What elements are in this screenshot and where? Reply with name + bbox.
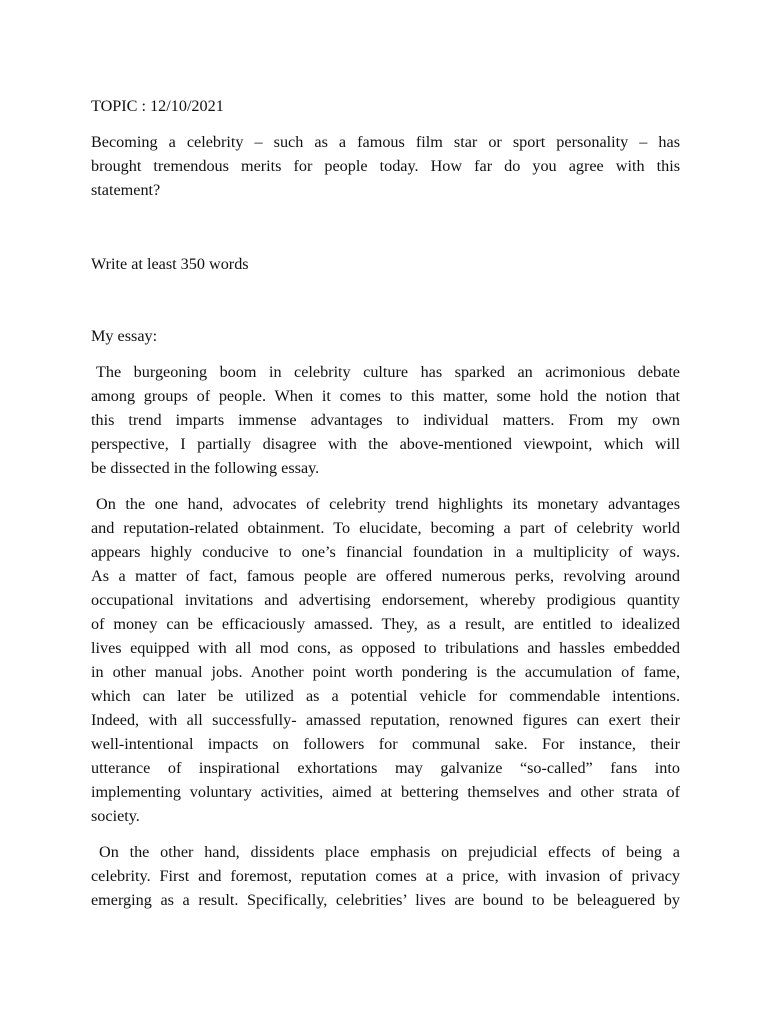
paragraph-line: implementing voluntary activities, aimed at bettering themselves and other strata of bbox=[91, 783, 680, 801]
paragraph-line: emerging as a result. Specifically, celebrities’ lives are bound to be beleaguered by bbox=[91, 891, 680, 909]
paragraph-line: society. bbox=[91, 807, 140, 825]
paragraph-line: The burgeoning boom in celebrity culture has sparked an acrimonious debate bbox=[96, 363, 680, 381]
paragraph-line: utterance of inspirational exhortations may galvanize “so-called” fans into bbox=[91, 759, 680, 777]
paragraph-line: occupational invitations and advertising endorsement, whereby prodigious quantity bbox=[91, 591, 680, 609]
essay-paragraph-1 bbox=[91, 360, 680, 480]
prompt-line: Becoming a celebrity – such as a famous film star or sport personality – has bbox=[91, 133, 680, 151]
paragraph-line: celebrity. First and foremost, reputation comes at a price, with invasion of privacy bbox=[91, 867, 680, 885]
paragraph-line: be dissected in the following essay. bbox=[91, 459, 320, 477]
paragraph-line: which can later be utilized as a potential vehicle for commendable intentions. bbox=[91, 687, 680, 705]
word-count-instruction: Write at least 350 words bbox=[91, 255, 249, 273]
paragraph-line: this trend imparts immense advantages to individual matters. From my own bbox=[91, 411, 680, 429]
essay-paragraph-3 bbox=[91, 840, 680, 912]
paragraph-line: Indeed, with all successfully- amassed reputation, renowned figures can exert their bbox=[91, 711, 680, 729]
prompt-line: statement? bbox=[91, 181, 161, 199]
prompt-line: brought tremendous merits for people today. How far do you agree with this bbox=[91, 157, 680, 175]
paragraph-line: well-intentional impacts on followers for communal sake. For instance, their bbox=[91, 735, 680, 753]
paragraph-line: of money can be efficaciously amassed. They, as a result, are entitled to idealized bbox=[91, 615, 680, 633]
paragraph-line: in other manual jobs. Another point worth pondering is the accumulation of fame, bbox=[91, 663, 680, 681]
paragraph-line: On the one hand, advocates of celebrity trend highlights its monetary advantages bbox=[96, 495, 680, 513]
paragraph-line: On the other hand, dissidents place emphasis on prejudicial effects of being a bbox=[99, 843, 680, 861]
topic-line: TOPIC : 12/10/2021 bbox=[91, 97, 224, 115]
paragraph-line: lives equipped with all mod cons, as opposed to tribulations and hassles embedded bbox=[91, 639, 680, 657]
essay-heading: My essay: bbox=[91, 327, 158, 345]
essay-paragraph-2 bbox=[91, 492, 680, 828]
paragraph-line: As a matter of fact, famous people are offered numerous perks, revolving around bbox=[91, 567, 680, 585]
paragraph-line: perspective, I partially disagree with the above-mentioned viewpoint, which will bbox=[91, 435, 680, 453]
essay-prompt bbox=[91, 130, 680, 202]
paragraph-line: and reputation-related obtainment. To elucidate, becoming a part of celebrity world bbox=[91, 519, 680, 537]
paragraph-line: appears highly conducive to one’s financial foundation in a multiplicity of ways. bbox=[91, 543, 680, 561]
paragraph-line: among groups of people. When it comes to this matter, some hold the notion that bbox=[91, 387, 680, 405]
